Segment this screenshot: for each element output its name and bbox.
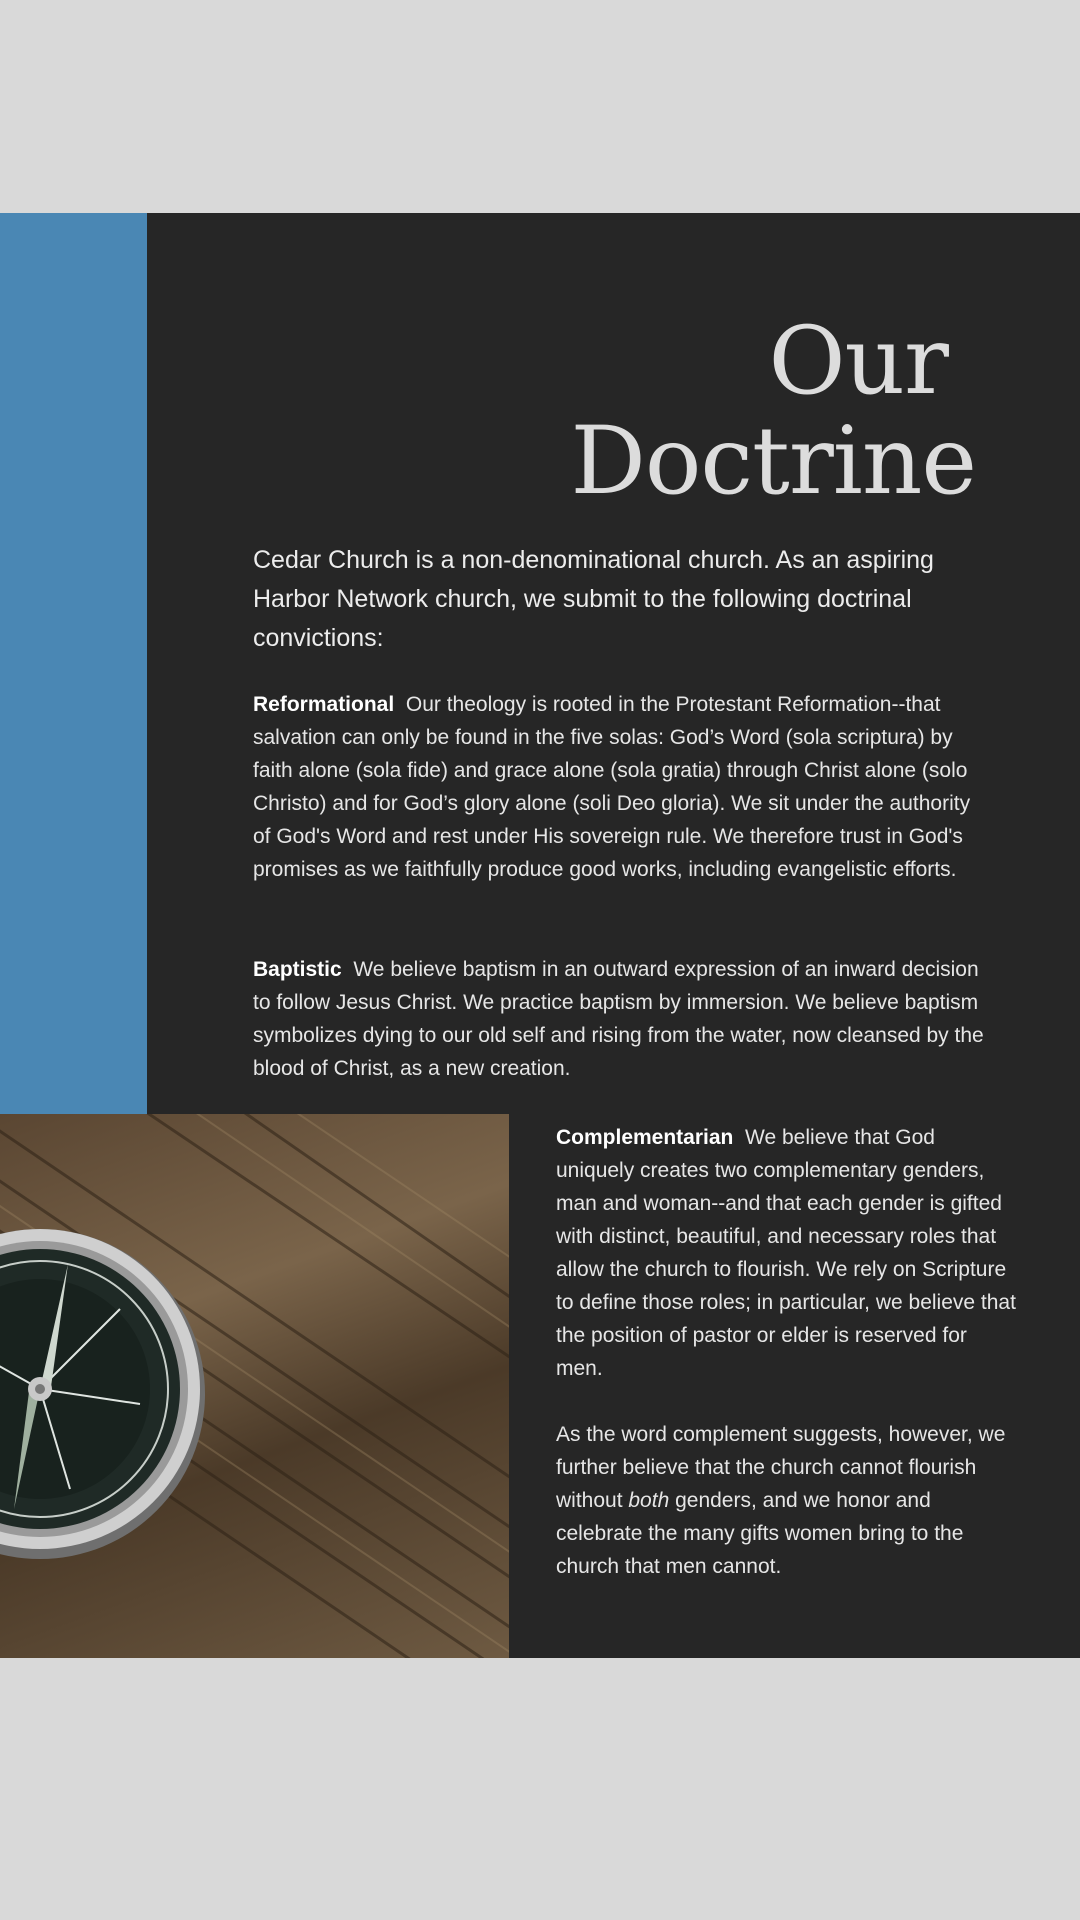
complement-note-text-1: As the word complement suggests, however, we further believe that the church cannot flourish without: [556, 1423, 1006, 1512]
complementarian-text: We believe that God uniquely creates two complementary genders, man and woman--and that each gender is gifted with distinct, beautiful, and necessary roles that allow the church to flourish. We rely on Scripture to define those roles; in particular, we believe that the position of pastor or elder is reserved for men.: [556, 1126, 1016, 1380]
compass-photo: [0, 1114, 509, 1658]
complement-note-emphasis: both: [628, 1489, 670, 1512]
page-title-line-1: Our: [768, 307, 948, 416]
complement-note-text-2: genders, and we honor and celebrate the many gifts women bring to the church that men cannot.: [556, 1489, 964, 1578]
reformational-title: Reformational: [253, 693, 395, 716]
page-title-line-2: Doctrine: [570, 407, 976, 516]
reformational-section: [253, 688, 993, 886]
complementarian-section: [556, 1121, 1016, 1385]
baptistic-text: We believe baptism in an outward expression of an inward decision to follow Jesus Christ. We practice baptism by immersion. We believe baptism symbolizes dying to our old self and rising from the water, now cleansed by the blood of Christ, as a new creation.: [253, 958, 984, 1080]
complement-note: [556, 1418, 1016, 1583]
compass-icon: [0, 1114, 509, 1658]
page-title: [560, 307, 976, 516]
complementarian-title: Complementarian: [556, 1126, 734, 1149]
baptistic-title: Baptistic: [253, 958, 342, 981]
baptistic-section: [253, 953, 993, 1085]
intro-text: Cedar Church is a non-denominational church. As an aspiring Harbor Network church, we submit to the following doctrinal convictions:: [253, 546, 934, 652]
accent-bar: [0, 213, 147, 1114]
reformational-text: Our theology is rooted in the Protestant Reformation--that salvation can only be found in the five solas: God’s Word (sola scriptura) by faith alone (sola fide) and grace alone (sola gratia) through Christ alone (solo Christo) and for God’s glory alone (soli Deo gloria). We sit under the authority of God's Word and rest under His sovereign rule. We therefore trust in God's promises as we faithfully produce good works, including evangelistic efforts.: [253, 693, 971, 881]
